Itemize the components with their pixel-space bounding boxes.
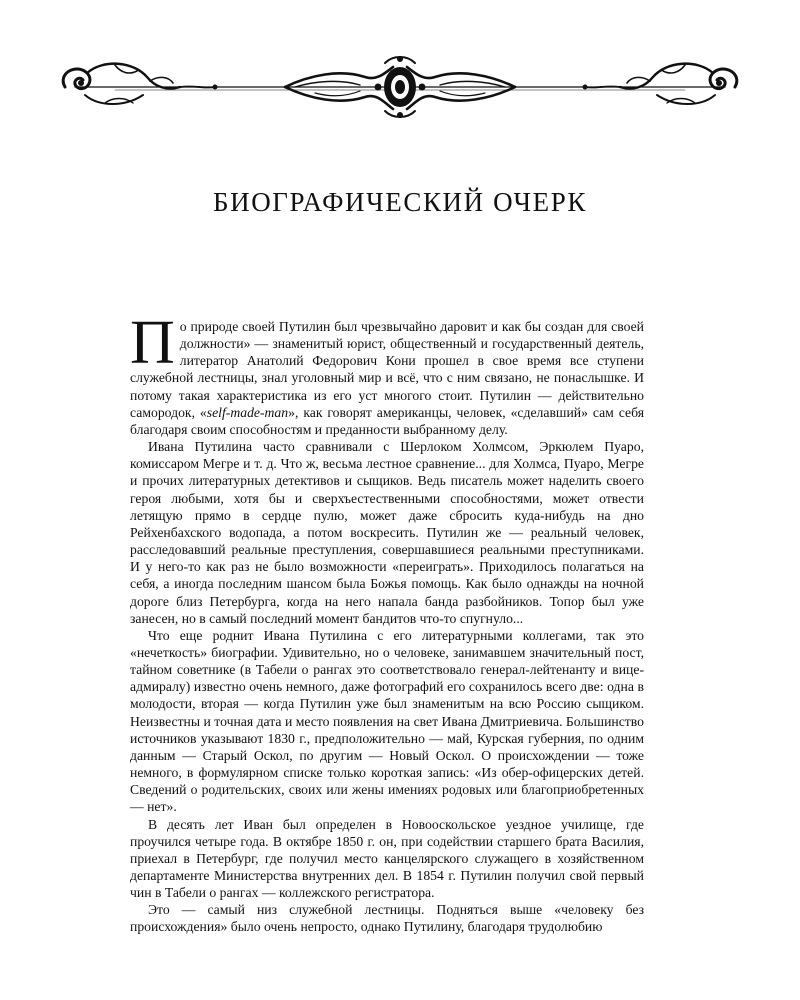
paragraph-4: В десять лет Иван был определен в Новооскольское уездное училище, где проучился четыре года. В октябре 1850 г. он, при содействии старшего брата Василия, приехал в Петербург, где получил место канцелярского служащего в хозяйственном департаменте Министерства внутренних дел. В 1854 г. Путилин получил свой первый чин в Табели о рангах — коллежского регистратора. xyxy=(130,816,644,901)
chapter-title: БИОГРАФИЧЕСКИЙ ОЧЕРК xyxy=(213,187,587,217)
paragraph-3: Что еще роднит Ивана Путилина с его литературными коллегами, так это «нечеткость» биографии. Удивительно, но о человеке, занимавшем значительный пост, тайном советнике (в Табели о рангах это соответствовало генерал-лейтенанту и вице-адмиралу) известно очень немного, даже фотографий его сохранилось всего две: одна в молодости, вторая — когда Путилин уже был знаменитым на всю Россию сыщиком. Неизвестны и точная дата и место появления на свет Ивана Дмитриевича. Большинство источников указывают 1830 г., предположительно — май, Курская губерния, по одним данным — Старый Оскол, по другим — Новый Оскол. О происхождении — тоже немного, в формулярном списке только короткая запись: «Из обер-офицерских детей. Сведений о родительских, своих или жены имениях родовых или благоприобретенных — нет». xyxy=(130,627,644,815)
paragraph-1-text-b: », как говорят американцы, человек, «сделавший» сам себя благодаря своим способностям и преданности выбранному делу. xyxy=(130,404,645,437)
paragraph-1-text-a: о природе своей Путилин был чрезвычайно даровит и как бы создан для своей должности» — знаменитый юрист, общественный и государственный деятель, литератор Анатолий Федорович Кони прошел в свое время все ступени служебной лестницы, знал уголовный мир и всё, что с ним связано, не понаслышке. И потому такая характеристика из его уст многого стоит. Путилин — действительно самородок, « xyxy=(130,319,644,420)
decorative-scroll-ornament xyxy=(55,45,745,130)
paragraph-2: Ивана Путилина часто сравнивали с Шерлоком Холмсом, Эркюлем Пуаро, комиссаром Мегре и т. д. Что ж, весьма лестное сравнение... для Холмса, Пуаро, Мегре и прочих литературных детективов и сыщиков. Ведь писатель может наделить своего героя любыми, хотя бы и сверхъестественными способностями, может отвести летящую прямо в сердце пулю, может даже сбросить куда-нибудь на дно Рейхенбахского водопада, а потом воскресить. Путилин же — реальный человек, расследовавший реальные преступления, совершавшиеся реальными преступниками. И у него-то как раз не было возможности «переиграть». Приходилось полагаться на себя, а иногда последним шансом была Божья помощь. Как было однажды на ночной дороге близ Петербурга, когда на него напала банда разбойников. Топор был уже занесен, но в самый последний момент бандитов что-то спугнуло... xyxy=(130,439,644,626)
paragraph-5: Это — самый низ служебной лестницы. Подняться выше «человеку без происхождения» было очень непросто, однако Путилину, благодаря трудолюбию xyxy=(130,902,644,935)
article-body xyxy=(130,309,645,936)
paragraph-1-emphasis: self-made-man xyxy=(206,404,289,420)
paragraph-1 xyxy=(130,309,645,438)
drop-cap: П xyxy=(130,309,175,377)
